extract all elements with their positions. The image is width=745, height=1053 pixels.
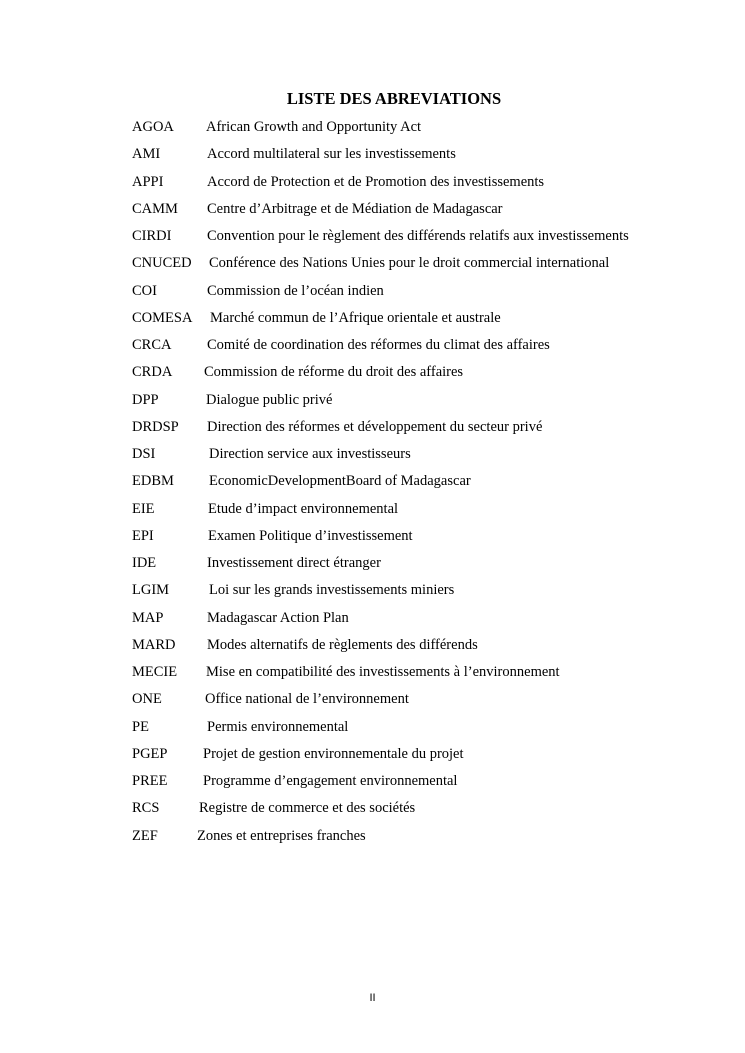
abbreviation-meaning: Office national de l’environnement xyxy=(205,691,409,708)
abbreviation-code: RCS xyxy=(132,800,160,817)
abbreviation-meaning: Programme d’engagement environnemental xyxy=(203,773,458,789)
abbreviation-row xyxy=(132,826,712,853)
abbreviation-meaning: Zones et entreprises franches xyxy=(197,827,366,844)
abbreviation-code: EDBM xyxy=(132,473,174,490)
abbreviation-meaning: Comité de coordination des réformes du climat des affaires xyxy=(207,337,550,353)
abbreviation-meaning: Registre de commerce et des sociétés xyxy=(199,800,416,817)
abbreviation-row xyxy=(132,172,712,199)
abbreviation-list xyxy=(132,117,712,853)
abbreviation-row xyxy=(132,689,712,716)
abbreviation-code: EIE xyxy=(132,500,155,517)
abbreviation-meaning: Etude d’impact environnemental xyxy=(208,500,399,517)
abbreviation-code: APPI xyxy=(132,173,164,190)
abbreviation-meaning: Convention pour le règlement des différends relatifs aux investissements xyxy=(207,228,629,244)
abbreviation-code: DSI xyxy=(132,446,156,462)
abbreviation-code: MECIE xyxy=(132,664,178,680)
abbreviation-meaning: Accord multilateral sur les investissements xyxy=(207,146,456,163)
page-title: LISTE DES ABREVIATIONS xyxy=(286,89,502,108)
abbreviation-row xyxy=(132,444,712,471)
abbreviation-meaning: Centre d’Arbitrage et de Médiation de Madagascar xyxy=(207,200,503,217)
abbreviation-row xyxy=(132,608,712,635)
abbreviation-row xyxy=(132,526,712,553)
abbreviation-row xyxy=(132,199,712,226)
abbreviation-code: COMESA xyxy=(132,309,193,326)
abbreviation-code: PREE xyxy=(132,773,168,789)
abbreviation-row xyxy=(132,744,712,771)
abbreviation-code: CRCA xyxy=(132,337,172,353)
abbreviation-row xyxy=(132,471,712,498)
abbreviation-meaning: Marché commun de l’Afrique orientale et australe xyxy=(210,309,501,326)
abbreviation-row xyxy=(132,553,712,580)
abbreviation-meaning: Conférence des Nations Unies pour le droit commercial international xyxy=(209,255,610,272)
abbreviation-meaning: Projet de gestion environnementale du projet xyxy=(203,745,464,762)
page-number: II xyxy=(369,992,376,1004)
abbreviation-row xyxy=(132,281,712,308)
abbreviation-code: PGEP xyxy=(132,745,168,762)
abbreviation-code: CNUCED xyxy=(132,255,192,272)
abbreviation-meaning: Direction service aux investisseurs xyxy=(209,446,411,462)
abbreviation-meaning: Examen Politique d’investissement xyxy=(208,527,413,544)
abbreviation-row xyxy=(132,717,712,744)
abbreviation-code: COI xyxy=(132,282,157,299)
abbreviation-row xyxy=(132,771,712,798)
abbreviation-code: MAP xyxy=(132,609,164,626)
abbreviation-code: CIRDI xyxy=(132,228,172,244)
abbreviation-meaning: Modes alternatifs de règlements des différends xyxy=(207,636,478,653)
abbreviation-code: PE xyxy=(132,718,149,735)
abbreviation-row xyxy=(132,308,712,335)
abbreviation-row xyxy=(132,417,712,444)
abbreviation-code: LGIM xyxy=(132,582,170,599)
abbreviation-row xyxy=(132,662,712,689)
abbreviation-meaning: Loi sur les grands investissements miniers xyxy=(209,582,455,599)
abbreviation-code: MARD xyxy=(132,636,176,653)
abbreviation-code: ONE xyxy=(132,691,162,708)
abbreviation-code: DRDSP xyxy=(132,418,179,435)
abbreviation-row xyxy=(132,499,712,526)
abbreviation-meaning: Commission de l’océan indien xyxy=(207,282,384,299)
abbreviation-row xyxy=(132,335,712,362)
abbreviation-row xyxy=(132,635,712,662)
abbreviation-meaning: Dialogue public privé xyxy=(206,391,333,408)
abbreviation-code: CAMM xyxy=(132,200,178,217)
abbreviation-row xyxy=(132,580,712,607)
abbreviation-row xyxy=(132,144,712,171)
abbreviation-code: AMI xyxy=(132,146,161,163)
abbreviation-row xyxy=(132,226,712,253)
abbreviation-row xyxy=(132,798,712,825)
abbreviation-meaning: Mise en compatibilité des investissements à l’environnement xyxy=(206,664,560,680)
abbreviation-code: IDE xyxy=(132,555,157,571)
abbreviation-meaning: EconomicDevelopmentBoard of Madagascar xyxy=(209,473,471,490)
abbreviation-row xyxy=(132,362,712,389)
abbreviation-code: DPP xyxy=(132,391,159,408)
abbreviation-row xyxy=(132,253,712,280)
abbreviation-code: CRDA xyxy=(132,364,173,381)
abbreviation-code: ZEF xyxy=(132,827,158,844)
abbreviation-meaning: Permis environnemental xyxy=(207,718,349,735)
abbreviation-meaning: Accord de Protection et de Promotion des investissements xyxy=(207,173,545,190)
abbreviation-row xyxy=(132,390,712,417)
abbreviation-meaning: Investissement direct étranger xyxy=(207,555,381,571)
abbreviation-row xyxy=(132,117,712,144)
abbreviation-meaning: Madagascar Action Plan xyxy=(207,609,349,626)
abbreviation-code: EPI xyxy=(132,527,154,544)
abbreviation-meaning: Direction des réformes et développement du secteur privé xyxy=(207,418,543,435)
abbreviation-meaning: African Growth and Opportunity Act xyxy=(206,119,422,135)
abbreviation-meaning: Commission de réforme du droit des affaires xyxy=(204,364,464,381)
abbreviation-code: AGOA xyxy=(132,119,174,135)
